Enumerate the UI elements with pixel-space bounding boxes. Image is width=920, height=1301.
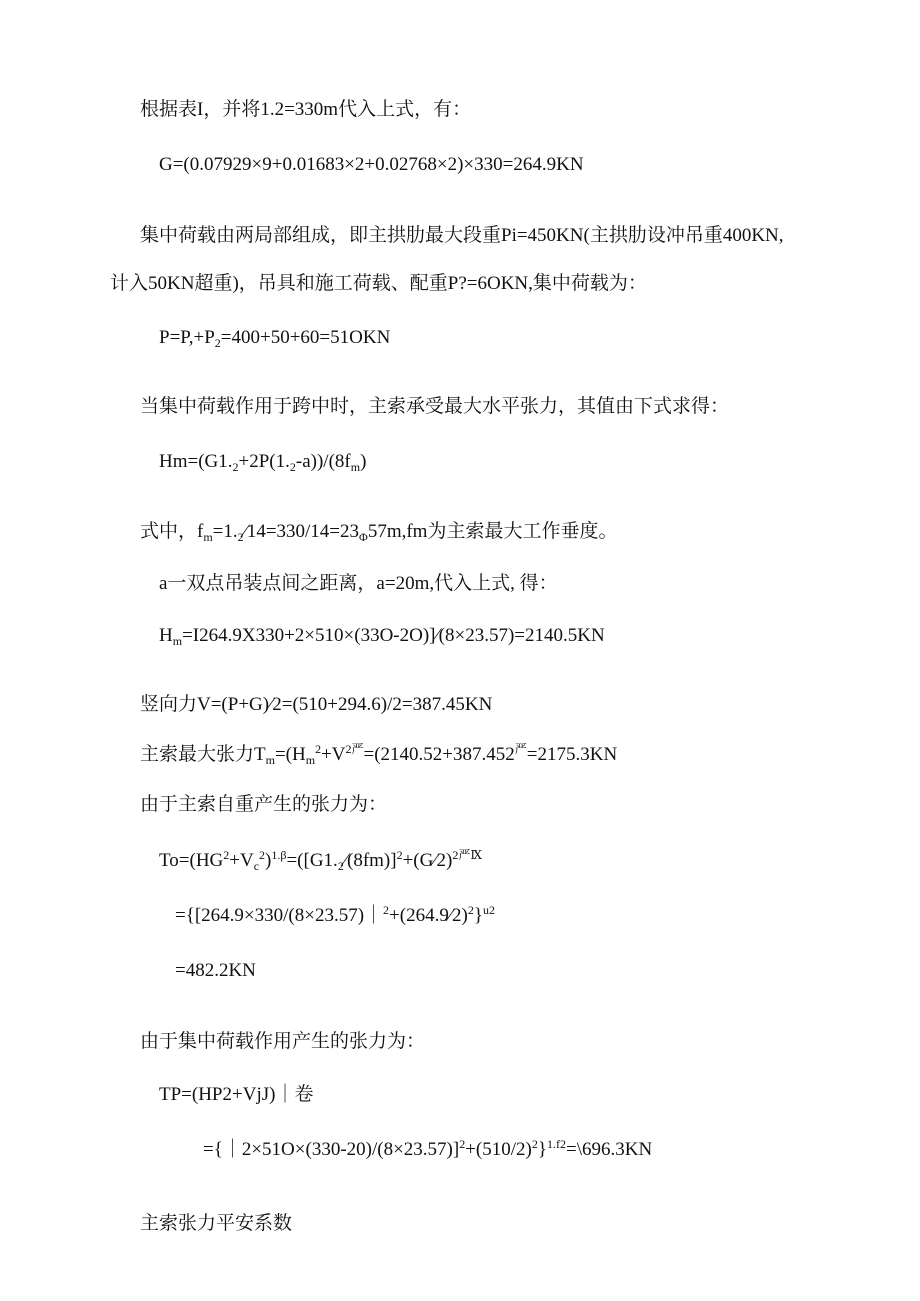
text-line: 竖向力V=(P+G)⁄2=(510+294.6)/2=387.45KN — [140, 694, 493, 715]
formula-line: =482.2KN — [175, 960, 256, 981]
formula-line: $H_m=I264.9X330+2\times 510\times(33O-2O)]⁄(8\times 23.57)=2140.5KN$ — [159, 625, 605, 648]
text-line: 根据表I，并将1.2=330m代入上式，有： — [140, 99, 472, 120]
formula-line: $To=(HG^2+V_c^2)^{1.\beta}=([G1._2⁄(8fm)]^2+(G⁄2)^{2严Ⅸ}$ — [159, 848, 482, 873]
formula-line: $P=P,+P_2=400+50+60=51OKN$ — [159, 327, 391, 350]
text-line: 主索最大张力$T_m=(H_m^2+V^{2严}=(2140.52+387.452^严=2175.3KN$ — [140, 742, 618, 767]
text-line: 集中荷载由两局部组成，即主拱肋最大段重Pi=450KN(主拱肋设冲吊重400KN, — [140, 225, 784, 246]
text-line: a一双点吊装点间之距离，a=20m,代入上式, 得： — [159, 573, 558, 594]
text-line: 式中，$f_m=1._2⁄14=330/14=23_\Phi 57m,fm$为主索最大工作垂度。 — [140, 521, 618, 544]
formula-line: ={[264.9×330/(8×23.57)｜$^2$+(264.9⁄2)$^2$}$^{u2}$ — [175, 903, 495, 926]
formula-line: G=(0.07929×9+0.01683×2+0.02768×2)×330=264.9KN — [159, 154, 584, 175]
formula-line: $Hm=(G1._2+2P(1._2-a))/(8f_m)$ — [159, 451, 367, 474]
text-line: 主索张力平安系数 — [140, 1213, 293, 1234]
text-line: 计入50KN超重)，吊具和施工荷载、配重P?=6OKN,集中荷载为： — [110, 273, 647, 294]
text-line: 当集中荷载作用于跨中时，主索承受最大水平张力，其值由下式求得： — [140, 396, 730, 417]
formula-line: $=\{|2\times 51O\times(330-20)/(8\times 23.57)]^2+(510/2)^2\}^{1.f2}=\backslash 696.3KN$ — [203, 1137, 653, 1160]
text-line: 由于集中荷载作用产生的张力为： — [140, 1031, 426, 1052]
text-line: 由于主索自重产生的张力为： — [140, 794, 388, 815]
formula-line: TP=(HP2+VjJ)｜卷 — [159, 1084, 314, 1105]
